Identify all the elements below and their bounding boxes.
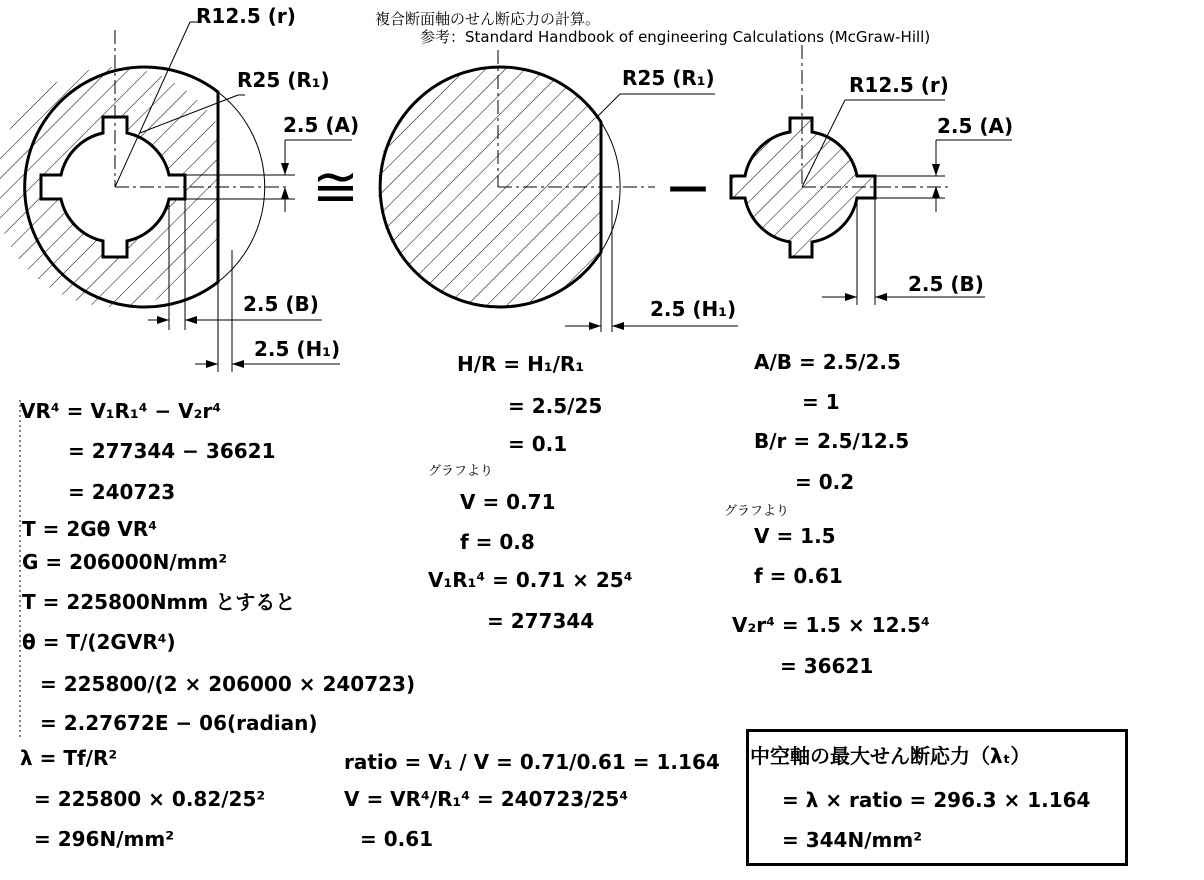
right-a-label: 2.5 (A) [937, 114, 1014, 138]
right-f: f = 0.61 [754, 564, 843, 588]
v1r1-result: = 277344 [487, 609, 595, 633]
page-title: 複合断面軸のせん断応力の計算。 [375, 10, 601, 28]
v-formula: V = VR⁴/R₁⁴ = 240723/25⁴ [344, 787, 629, 811]
theta-formula: θ = T/(2GVR⁴) [22, 630, 176, 654]
middle-r1-label: R25 (R₁) [622, 66, 715, 90]
v2r-formula: V₂r⁴ = 1.5 × 12.5⁴ [732, 613, 930, 637]
torque-formula: T = 2Gθ VR⁴ [22, 517, 157, 541]
t-value: T = 225800Nmm とすると [22, 590, 296, 614]
br-result: = 0.2 [795, 470, 855, 494]
vr4-result: = 240723 [68, 480, 176, 504]
v1r1-formula: V₁R₁⁴ = 0.71 × 25⁴ [428, 568, 633, 592]
reference-note: 参考：Standard Handbook of engineering Calculations (McGraw-Hill) [420, 28, 931, 46]
ratio-formula: ratio = V₁ / V = 0.71/0.61 = 1.164 [344, 750, 720, 774]
lambda-result: = 296N/mm² [34, 827, 174, 851]
result-formula: = λ × ratio = 296.3 × 1.164 [782, 788, 1091, 812]
br-formula: B/r = 2.5/12.5 [754, 429, 910, 453]
vr4-substitution: = 277344 − 36621 [68, 439, 276, 463]
left-h1-label: 2.5 (H₁) [254, 337, 341, 361]
left-r1-label: R25 (R₁) [237, 68, 330, 92]
result-value: = 344N/mm² [782, 828, 922, 852]
theta-substitution: = 225800/(2 × 206000 × 240723) [40, 672, 416, 696]
minus-symbol: — [668, 164, 708, 210]
hr-formula: H/R = H₁/R₁ [457, 352, 585, 376]
middle-h1-label: 2.5 (H₁) [650, 297, 737, 321]
right-v: V = 1.5 [754, 524, 836, 548]
left-b-label: 2.5 (B) [243, 292, 319, 316]
vr4-formula: VR⁴ = V₁R₁⁴ − V₂r⁴ [20, 399, 222, 423]
right-r-label: R12.5 (r) [849, 73, 949, 97]
lambda-formula: λ = Tf/R² [20, 746, 118, 770]
right-b-label: 2.5 (B) [908, 272, 984, 296]
v2r-result: = 36621 [780, 654, 874, 678]
ab-formula: A/B = 2.5/2.5 [754, 350, 901, 374]
g-value: G = 206000N/mm² [22, 550, 228, 574]
left-r-label: R12.5 (r) [196, 4, 296, 28]
hr-result: = 0.1 [508, 432, 568, 456]
ab-result: = 1 [802, 390, 840, 414]
graph-note-middle: グラフより [428, 464, 494, 479]
left-a-label: 2.5 (A) [283, 113, 360, 137]
approx-symbol: ≅ [312, 155, 359, 220]
theta-result: = 2.27672E − 06(radian) [40, 711, 318, 735]
middle-f: f = 0.8 [460, 530, 535, 554]
middle-v: V = 0.71 [460, 490, 556, 514]
v-result: = 0.61 [360, 827, 434, 851]
graph-note-right: グラフより [724, 504, 790, 519]
hr-substitution: = 2.5/25 [508, 394, 603, 418]
lambda-substitution: = 225800 × 0.82/25² [34, 787, 266, 811]
result-title: 中空軸の最大せん断応力（λₜ） [750, 744, 1031, 768]
